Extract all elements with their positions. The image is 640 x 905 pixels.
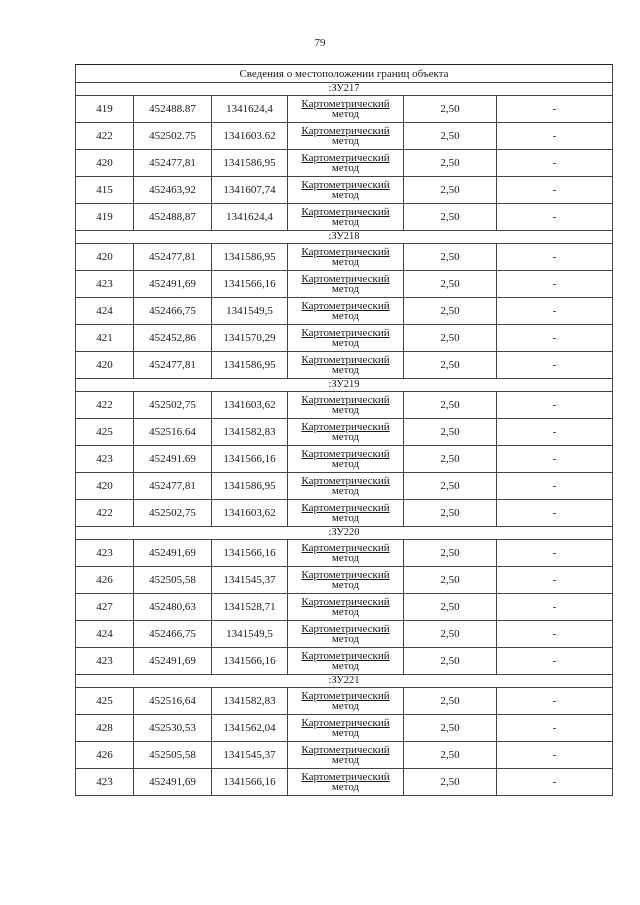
table-row [76, 446, 613, 473]
method-cell [288, 419, 404, 446]
x-coordinate-cell: 452466,75 [134, 621, 212, 648]
accuracy-cell: 2,50 [404, 123, 497, 150]
method-line-1: Картометрический [301, 98, 390, 110]
y-coordinate-cell: 1341607,74 [212, 177, 288, 204]
method-line-2: метод [331, 485, 360, 497]
y-coordinate-cell: 1341586,95 [212, 150, 288, 177]
method-line-1: Картометрический [301, 717, 390, 729]
method-line-1: Картометрический [301, 327, 390, 339]
point-number-cell: 424 [76, 621, 134, 648]
table-row [76, 150, 613, 177]
y-coordinate-cell: 1341562,04 [212, 715, 288, 742]
method-line-1: Картометрический [301, 125, 390, 137]
x-coordinate-cell: 452491,69 [134, 648, 212, 675]
point-number-cell: 423 [76, 446, 134, 473]
point-number-cell: 420 [76, 352, 134, 379]
note-cell: - [497, 150, 613, 177]
y-coordinate-cell: 1341624,4 [212, 204, 288, 231]
accuracy-cell: 2,50 [404, 473, 497, 500]
accuracy-cell: 2,50 [404, 298, 497, 325]
method-line-2: метод [331, 337, 360, 349]
y-coordinate-cell: 1341603,62 [212, 500, 288, 527]
method-cell [288, 392, 404, 419]
x-coordinate-cell: 452516.64 [134, 419, 212, 446]
method-line-1: Картометрический [301, 152, 390, 164]
accuracy-cell: 2,50 [404, 715, 497, 742]
point-number-cell: 419 [76, 204, 134, 231]
note-cell: - [497, 769, 613, 796]
accuracy-cell: 2,50 [404, 621, 497, 648]
note-cell: - [497, 271, 613, 298]
y-coordinate-cell: 1341624,4 [212, 96, 288, 123]
accuracy-cell: 2,50 [404, 244, 497, 271]
note-cell: - [497, 473, 613, 500]
table-row [76, 715, 613, 742]
method-cell [288, 244, 404, 271]
method-line-1: Картометрический [301, 421, 390, 433]
x-coordinate-cell: 452466,75 [134, 298, 212, 325]
method-line-1: Картометрический [301, 569, 390, 581]
method-line-2: метод [331, 108, 360, 120]
method-line-1: Картометрический [301, 246, 390, 258]
note-cell: - [497, 96, 613, 123]
table-row [76, 271, 613, 298]
point-number-cell: 422 [76, 123, 134, 150]
x-coordinate-cell: 452480,63 [134, 594, 212, 621]
x-coordinate-cell: 452505,58 [134, 567, 212, 594]
method-line-2: метод [331, 781, 360, 793]
table-row [76, 567, 613, 594]
y-coordinate-cell: 1341603.62 [212, 123, 288, 150]
method-line-2: метод [331, 283, 360, 295]
y-coordinate-cell: 1341566,16 [212, 446, 288, 473]
method-line-1: Картометрический [301, 690, 390, 702]
x-coordinate-cell: 452491,69 [134, 769, 212, 796]
y-coordinate-cell: 1341566,16 [212, 648, 288, 675]
accuracy-cell: 2,50 [404, 540, 497, 567]
page-number: 79 [314, 37, 326, 49]
accuracy-cell: 2,50 [404, 742, 497, 769]
note-cell: - [497, 688, 613, 715]
accuracy-cell: 2,50 [404, 446, 497, 473]
table-title: Сведения о местоположении границ объекта [76, 65, 613, 83]
y-coordinate-cell: 1341545,37 [212, 742, 288, 769]
method-cell [288, 473, 404, 500]
method-line-1: Картометрический [301, 502, 390, 514]
method-cell [288, 204, 404, 231]
point-number-cell: 420 [76, 473, 134, 500]
table-row [76, 742, 613, 769]
note-cell: - [497, 298, 613, 325]
section-header-row [76, 231, 613, 244]
method-line-2: метод [331, 579, 360, 591]
point-number-cell: 423 [76, 271, 134, 298]
y-coordinate-cell: 1341566,16 [212, 769, 288, 796]
point-number-cell: 422 [76, 500, 134, 527]
method-line-1: Картометрический [301, 300, 390, 312]
point-number-cell: 420 [76, 244, 134, 271]
method-cell [288, 446, 404, 473]
note-cell: - [497, 540, 613, 567]
note-cell: - [497, 742, 613, 769]
x-coordinate-cell: 452463,92 [134, 177, 212, 204]
x-coordinate-cell: 452491,69 [134, 540, 212, 567]
note-cell: - [497, 419, 613, 446]
method-line-2: метод [331, 364, 360, 376]
point-number-cell: 420 [76, 150, 134, 177]
point-number-cell: 426 [76, 567, 134, 594]
table-row [76, 392, 613, 419]
boundary-table [75, 64, 613, 796]
accuracy-cell: 2,50 [404, 204, 497, 231]
method-cell [288, 500, 404, 527]
x-coordinate-cell: 452477,81 [134, 352, 212, 379]
point-number-cell: 422 [76, 392, 134, 419]
x-coordinate-cell: 452488.87 [134, 96, 212, 123]
x-coordinate-cell: 452530,53 [134, 715, 212, 742]
method-line-1: Картометрический [301, 623, 390, 635]
table-row [76, 96, 613, 123]
method-line-1: Картометрический [301, 394, 390, 406]
method-cell [288, 769, 404, 796]
table-row [76, 594, 613, 621]
x-coordinate-cell: 452502,75 [134, 392, 212, 419]
method-line-2: метод [331, 700, 360, 712]
method-line-2: метод [331, 189, 360, 201]
point-number-cell: 425 [76, 419, 134, 446]
accuracy-cell: 2,50 [404, 96, 497, 123]
method-line-1: Картометрический [301, 596, 390, 608]
y-coordinate-cell: 1341582,83 [212, 688, 288, 715]
section-label: :ЗУ221 [76, 675, 613, 688]
x-coordinate-cell: 452477,81 [134, 150, 212, 177]
section-header-row [76, 379, 613, 392]
method-line-2: метод [331, 431, 360, 443]
method-cell [288, 594, 404, 621]
method-line-2: метод [331, 660, 360, 672]
point-number-cell: 419 [76, 96, 134, 123]
method-line-1: Картометрический [301, 542, 390, 554]
point-number-cell: 415 [76, 177, 134, 204]
method-line-1: Картометрический [301, 354, 390, 366]
x-coordinate-cell: 452502,75 [134, 500, 212, 527]
note-cell: - [497, 567, 613, 594]
note-cell: - [497, 648, 613, 675]
method-line-2: метод [331, 458, 360, 470]
accuracy-cell: 2,50 [404, 500, 497, 527]
table-row [76, 325, 613, 352]
method-cell [288, 123, 404, 150]
method-cell [288, 567, 404, 594]
method-cell [288, 621, 404, 648]
y-coordinate-cell: 1341570,29 [212, 325, 288, 352]
table-row [76, 204, 613, 231]
method-line-1: Картометрический [301, 650, 390, 662]
y-coordinate-cell: 1341603,62 [212, 392, 288, 419]
method-line-2: метод [331, 216, 360, 228]
method-cell [288, 648, 404, 675]
note-cell: - [497, 446, 613, 473]
method-cell [288, 742, 404, 769]
table-row [76, 352, 613, 379]
note-cell: - [497, 177, 613, 204]
x-coordinate-cell: 452516,64 [134, 688, 212, 715]
y-coordinate-cell: 1341549,5 [212, 298, 288, 325]
accuracy-cell: 2,50 [404, 567, 497, 594]
accuracy-cell: 2,50 [404, 271, 497, 298]
x-coordinate-cell: 452488,87 [134, 204, 212, 231]
note-cell: - [497, 392, 613, 419]
section-header-row [76, 527, 613, 540]
section-label: :ЗУ220 [76, 527, 613, 540]
table-row [76, 123, 613, 150]
table-row [76, 473, 613, 500]
y-coordinate-cell: 1341582,83 [212, 419, 288, 446]
note-cell: - [497, 500, 613, 527]
note-cell: - [497, 325, 613, 352]
point-number-cell: 426 [76, 742, 134, 769]
method-cell [288, 540, 404, 567]
y-coordinate-cell: 1341528,71 [212, 594, 288, 621]
method-line-1: Картометрический [301, 475, 390, 487]
method-cell [288, 715, 404, 742]
point-number-cell: 423 [76, 769, 134, 796]
accuracy-cell: 2,50 [404, 352, 497, 379]
note-cell: - [497, 123, 613, 150]
method-cell [288, 271, 404, 298]
method-line-2: метод [331, 606, 360, 618]
point-number-cell: 423 [76, 540, 134, 567]
table-row [76, 769, 613, 796]
method-line-1: Картометрический [301, 771, 390, 783]
method-line-2: метод [331, 404, 360, 416]
accuracy-cell: 2,50 [404, 325, 497, 352]
x-coordinate-cell: 452477,81 [134, 244, 212, 271]
note-cell: - [497, 352, 613, 379]
accuracy-cell: 2,50 [404, 150, 497, 177]
section-header-row [76, 83, 613, 96]
method-line-2: метод [331, 162, 360, 174]
method-line-2: метод [331, 727, 360, 739]
method-line-1: Картометрический [301, 744, 390, 756]
point-number-cell: 428 [76, 715, 134, 742]
table-row [76, 540, 613, 567]
note-cell: - [497, 621, 613, 648]
y-coordinate-cell: 1341586,95 [212, 352, 288, 379]
note-cell: - [497, 594, 613, 621]
accuracy-cell: 2,50 [404, 769, 497, 796]
point-number-cell: 427 [76, 594, 134, 621]
y-coordinate-cell: 1341566,16 [212, 540, 288, 567]
x-coordinate-cell: 452491,69 [134, 271, 212, 298]
section-header-row [76, 675, 613, 688]
y-coordinate-cell: 1341586,95 [212, 244, 288, 271]
method-line-1: Картометрический [301, 206, 390, 218]
accuracy-cell: 2,50 [404, 419, 497, 446]
y-coordinate-cell: 1341545,37 [212, 567, 288, 594]
method-cell [288, 298, 404, 325]
accuracy-cell: 2,50 [404, 688, 497, 715]
accuracy-cell: 2,50 [404, 177, 497, 204]
note-cell: - [497, 715, 613, 742]
method-line-2: метод [331, 135, 360, 147]
point-number-cell: 423 [76, 648, 134, 675]
note-cell: - [497, 204, 613, 231]
method-cell [288, 352, 404, 379]
table-row [76, 688, 613, 715]
method-line-1: Картометрический [301, 448, 390, 460]
method-line-2: метод [331, 633, 360, 645]
method-line-2: метод [331, 310, 360, 322]
x-coordinate-cell: 452491.69 [134, 446, 212, 473]
table-row [76, 648, 613, 675]
method-line-2: метод [331, 754, 360, 766]
table-title-row [76, 65, 613, 83]
method-cell [288, 177, 404, 204]
accuracy-cell: 2,50 [404, 392, 497, 419]
table-row [76, 621, 613, 648]
method-line-1: Картометрический [301, 179, 390, 191]
accuracy-cell: 2,50 [404, 648, 497, 675]
x-coordinate-cell: 452505,58 [134, 742, 212, 769]
point-number-cell: 421 [76, 325, 134, 352]
x-coordinate-cell: 452502.75 [134, 123, 212, 150]
table-row [76, 500, 613, 527]
method-cell [288, 688, 404, 715]
method-cell [288, 325, 404, 352]
x-coordinate-cell: 452452,86 [134, 325, 212, 352]
table-row [76, 244, 613, 271]
table-row [76, 419, 613, 446]
table-row [76, 177, 613, 204]
section-label: :ЗУ217 [76, 83, 613, 96]
section-label: :ЗУ219 [76, 379, 613, 392]
table-row [76, 298, 613, 325]
y-coordinate-cell: 1341549,5 [212, 621, 288, 648]
method-cell [288, 96, 404, 123]
section-label: :ЗУ218 [76, 231, 613, 244]
x-coordinate-cell: 452477,81 [134, 473, 212, 500]
method-line-2: метод [331, 552, 360, 564]
method-line-2: метод [331, 256, 360, 268]
point-number-cell: 425 [76, 688, 134, 715]
method-line-1: Картометрический [301, 273, 390, 285]
note-cell: - [497, 244, 613, 271]
accuracy-cell: 2,50 [404, 594, 497, 621]
y-coordinate-cell: 1341586,95 [212, 473, 288, 500]
point-number-cell: 424 [76, 298, 134, 325]
method-cell [288, 150, 404, 177]
y-coordinate-cell: 1341566,16 [212, 271, 288, 298]
method-line-2: метод [331, 512, 360, 524]
